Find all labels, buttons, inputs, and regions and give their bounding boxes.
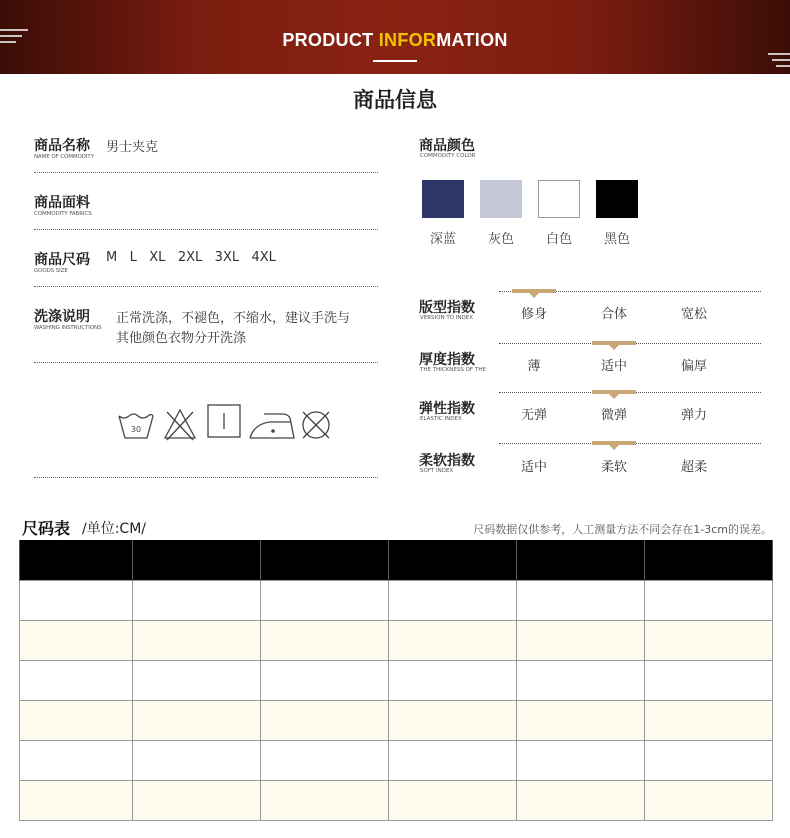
table-cell	[645, 700, 773, 740]
no-dry-clean-icon	[299, 408, 333, 442]
index-sub-label: VERSION TO INDEX	[420, 315, 474, 321]
table-cell	[645, 580, 773, 620]
index-label-fit: 版型指数	[419, 300, 475, 316]
size-option: 2XL	[177, 250, 203, 265]
color-swatch-gray[interactable]	[480, 180, 522, 218]
table-cell	[20, 700, 133, 740]
iron-low-icon	[248, 410, 296, 440]
info-sub-label: GOODS SIZE	[34, 268, 68, 274]
divider	[34, 172, 378, 173]
index-option: 适中	[520, 460, 547, 475]
table-cell	[20, 740, 133, 780]
table-cell	[389, 700, 517, 740]
size-option: XL	[149, 250, 166, 265]
wash-30-icon	[117, 410, 155, 440]
table-header-cell	[517, 540, 645, 580]
size-option: 3XL	[214, 250, 240, 265]
info-label: 商品名称	[34, 138, 90, 154]
index-sub-label: THE THICKNESS OF THE	[420, 367, 486, 373]
table-row	[20, 580, 773, 620]
color-swatch-black[interactable]	[596, 180, 638, 218]
table-row	[20, 620, 773, 660]
divider	[34, 477, 378, 478]
banner-title-highlight: INFOR	[378, 30, 437, 50]
index-option: 适中	[600, 359, 627, 374]
info-sub-label: COMMODITY FABRICS	[34, 211, 92, 217]
marker-arrow-icon	[609, 445, 619, 450]
table-header-row	[20, 540, 773, 580]
table-cell	[645, 780, 773, 820]
index-option: 偏厚	[680, 359, 707, 374]
index-label-elasticity: 弹性指数	[419, 401, 475, 417]
wash-temperature: 30	[130, 425, 142, 434]
divider	[34, 286, 378, 287]
info-sub-label: WASHING INSTRUCTIONS	[34, 325, 102, 331]
table-cell	[261, 580, 389, 620]
table-cell	[645, 740, 773, 780]
table-cell	[389, 780, 517, 820]
header-banner	[0, 0, 790, 74]
info-value: 男士夹克	[106, 140, 159, 155]
table-cell	[389, 620, 517, 660]
table-cell	[133, 620, 261, 660]
color-label: 商品颜色	[419, 138, 475, 154]
table-cell	[20, 580, 133, 620]
table-cell	[517, 620, 645, 660]
table-cell	[261, 660, 389, 700]
table-cell	[517, 580, 645, 620]
index-option: 柔软	[600, 460, 627, 475]
table-cell	[389, 740, 517, 780]
divider	[34, 362, 378, 363]
table-header-cell	[261, 540, 389, 580]
index-option: 微弹	[600, 408, 627, 423]
index-option: 薄	[527, 359, 541, 374]
table-header-cell	[133, 540, 261, 580]
info-label: 商品面料	[34, 195, 90, 211]
table-cell	[20, 660, 133, 700]
index-option: 无弹	[520, 408, 547, 423]
color-name: 黑色	[603, 232, 630, 247]
stripes-decoration-icon	[764, 48, 790, 70]
marker-arrow-icon	[609, 394, 619, 399]
color-sub-label: COMMODITY COLOR	[420, 153, 476, 159]
index-option: 宽松	[680, 307, 707, 322]
table-cell	[20, 620, 133, 660]
no-bleach-icon	[163, 406, 197, 442]
index-option: 超柔	[680, 460, 707, 475]
size-option: M	[106, 250, 118, 265]
color-swatch-white[interactable]	[538, 180, 580, 218]
size-table-unit: /单位:CM/	[82, 521, 147, 537]
table-cell	[517, 700, 645, 740]
table-cell	[389, 580, 517, 620]
index-sub-label: SOFT INDEX	[420, 468, 454, 474]
table-cell	[133, 740, 261, 780]
table-cell	[261, 780, 389, 820]
size-table-note: 尺码数据仅供参考，人工测量方法不同会存在1-3cm的误差。	[473, 523, 772, 536]
page-title: 商品信息	[353, 88, 437, 112]
table-cell	[645, 620, 773, 660]
table-cell	[517, 740, 645, 780]
table-cell	[261, 740, 389, 780]
table-cell	[517, 780, 645, 820]
info-sub-label: NAME OF COMMODITY	[34, 154, 94, 160]
index-option: 弹力	[680, 408, 707, 423]
table-cell	[133, 660, 261, 700]
table-cell	[20, 780, 133, 820]
index-sub-label: ELASTIC INDEX	[420, 416, 462, 422]
marker-arrow-icon	[609, 345, 619, 350]
color-name: 灰色	[487, 232, 514, 247]
table-header-cell	[645, 540, 773, 580]
size-option: L	[129, 250, 137, 265]
table-header-cell	[20, 540, 133, 580]
banner-title: PRODUCT INFORMATION	[282, 30, 508, 50]
color-name: 白色	[545, 232, 572, 247]
marker-arrow-icon	[529, 293, 539, 298]
table-row	[20, 780, 773, 820]
table-row	[20, 740, 773, 780]
table-cell	[133, 700, 261, 740]
info-label: 洗涤说明	[34, 309, 90, 325]
table-cell	[261, 700, 389, 740]
index-option: 合体	[600, 307, 627, 322]
wash-instructions-line2: 其他颜色衣物分开洗涤	[116, 331, 247, 346]
size-list	[106, 250, 276, 265]
index-label-thickness: 厚度指数	[419, 352, 475, 368]
index-label-softness: 柔软指数	[419, 453, 475, 469]
divider	[34, 229, 378, 230]
table-row	[20, 700, 773, 740]
size-table-title: 尺码表	[22, 519, 71, 538]
table-cell	[133, 780, 261, 820]
table-cell	[389, 660, 517, 700]
tumble-dry-icon	[206, 403, 242, 439]
index-option: 修身	[520, 307, 547, 322]
banner-underline	[373, 60, 417, 62]
table-header-cell	[389, 540, 517, 580]
color-name: 深蓝	[429, 232, 456, 247]
size-table	[19, 540, 773, 821]
table-cell	[133, 580, 261, 620]
size-option: 4XL	[251, 250, 276, 265]
table-cell	[645, 660, 773, 700]
info-label: 商品尺码	[34, 252, 90, 268]
wash-instructions-line1: 正常洗涤，不褪色，不缩水，建议手洗与	[116, 311, 351, 326]
table-cell	[517, 660, 645, 700]
table-row	[20, 660, 773, 700]
table-cell	[261, 620, 389, 660]
color-swatch-navy[interactable]	[422, 180, 464, 218]
